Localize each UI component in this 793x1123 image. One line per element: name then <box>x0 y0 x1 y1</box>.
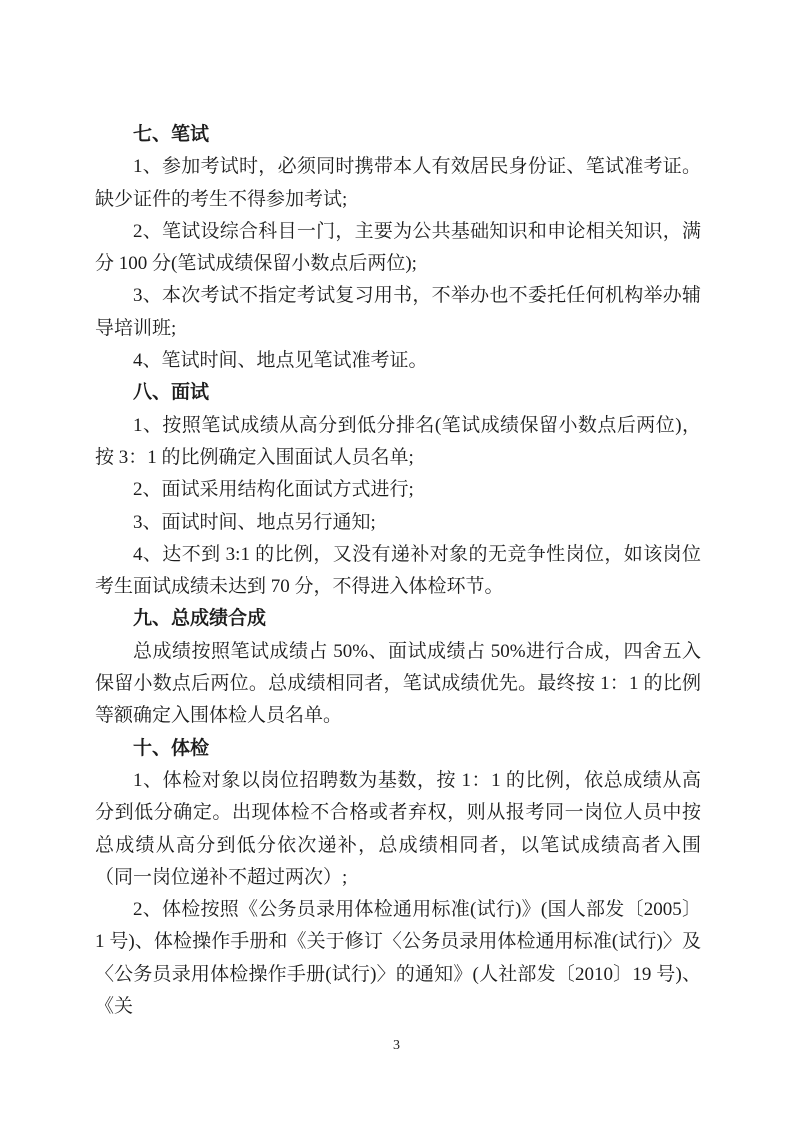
section-heading: 九、总成绩合成 <box>133 608 267 630</box>
paragraph: 1、参加考试时，必须同时携带本人有效居民身份证、笔试准考证。缺少证件的考生不得参加考试; <box>95 156 701 210</box>
document-body <box>95 119 701 1023</box>
section-heading: 十、体检 <box>133 737 210 759</box>
paragraph: 3、本次考试不指定考试复习用书，不举办也不委托任何机构举办辅导培训班; <box>95 285 701 339</box>
paragraph: 1、按照笔试成绩从高分到低分排名(笔试成绩保留小数点后两位)，按 3：1 的比例确定入围面试人员名单; <box>95 414 701 468</box>
paragraph: 4、达不到 3:1 的比例，又没有递补对象的无竞争性岗位，如该岗位考生面试成绩未达到 70 分，不得进入体检环节。 <box>95 543 701 598</box>
paragraph: 2、笔试设综合科目一门，主要为公共基础知识和申论相关知识，满分 100 分(笔试成绩保留小数点后两位); <box>95 220 701 275</box>
page-number: 3 <box>393 1038 400 1053</box>
section-heading: 七、笔试 <box>133 124 210 145</box>
paragraph: 3、面试时间、地点另行通知; <box>133 511 376 533</box>
paragraph: 总成绩按照笔试成绩占 50%、面试成绩占 50%进行合成，四舍五入保留小数点后两位。总成绩相同者，笔试成绩优先。最终按 1：1 的比例等额确定入围体检人员名单。 <box>95 640 701 727</box>
paragraph: 2、体检按照《公务员录用体检通用标准(试行)》(国人部发〔2005〕1 号)、体检操作手册和《关于修订〈公务员录用体检通用标准(试行)〉及〈公务员录用体检操作手册(试行)〉的通知》(人社部发〔2010〕19 号)、《关 <box>95 899 701 1018</box>
paragraph: 1、体检对象以岗位招聘数为基数，按 1：1 的比例，依总成绩从高分到低分确定。出现体检不合格或者弃权，则从报考同一岗位人员中按总成绩从高分到低分依次递补，总成绩相同者，以笔试成绩高者入围（同一岗位递补不超过两次）; <box>95 769 701 888</box>
page-footer <box>0 1036 793 1056</box>
section-heading: 八、面试 <box>133 382 210 404</box>
paragraph: 4、笔试时间、地点见笔试准考证。 <box>133 350 428 372</box>
paragraph: 2、面试采用结构化面试方式进行; <box>133 479 414 501</box>
